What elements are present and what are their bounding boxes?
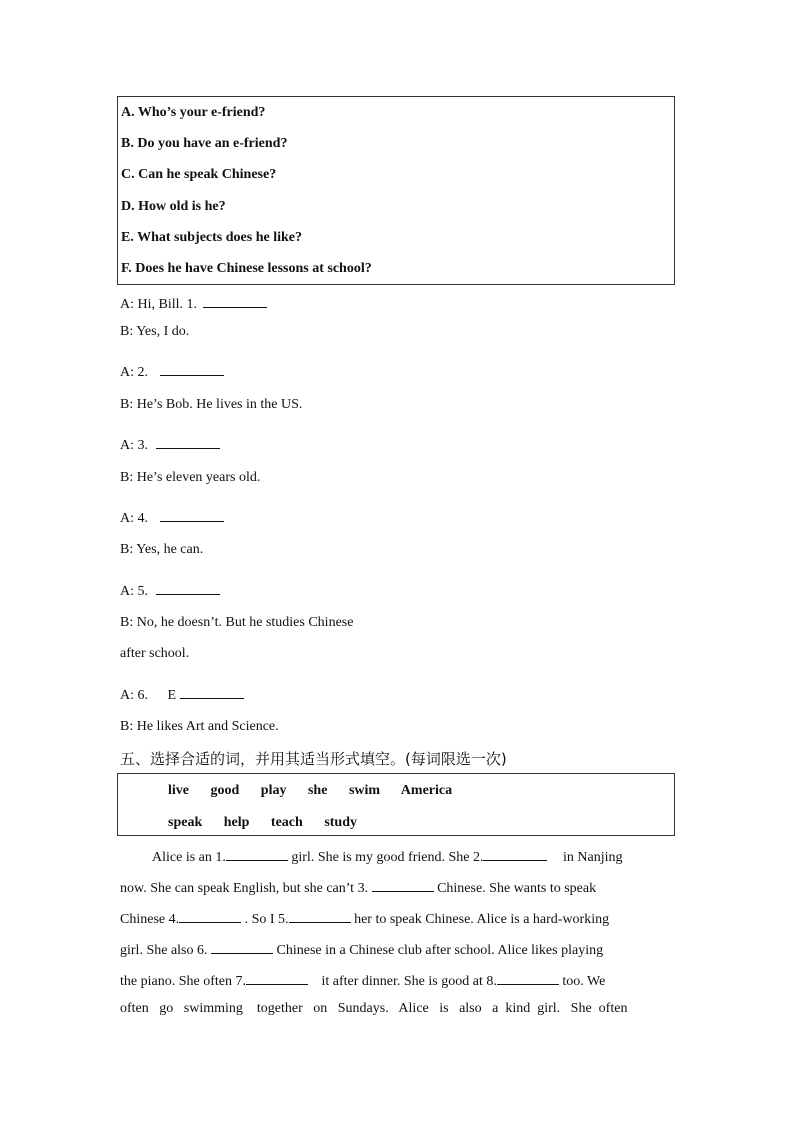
word-item: play xyxy=(260,783,287,798)
passage-text: her to speak Chinese. Alice is a hard-working xyxy=(354,912,610,927)
example-answer: E xyxy=(167,688,177,703)
word-bank-row-2 xyxy=(168,815,375,831)
dialogue-line-1 xyxy=(120,293,267,313)
passage-blank-8[interactable] xyxy=(497,970,559,985)
passage-blank-1[interactable] xyxy=(226,846,288,861)
word-item: swim xyxy=(348,783,381,798)
dialogue-line-12 xyxy=(120,684,244,704)
passage-blank-7[interactable] xyxy=(246,970,308,985)
passage-text: Chinese 4. xyxy=(120,912,180,927)
option-f: F. Does he have Chinese lessons at school? xyxy=(121,261,372,276)
dialogue-line-7 xyxy=(120,507,224,527)
answer-blank-6[interactable] xyxy=(180,684,244,699)
passage-blank-6[interactable] xyxy=(211,939,273,954)
dialogue-line-2: B: Yes, I do. xyxy=(120,324,190,339)
passage-text: Chinese in a Chinese club after school. Alice likes playing xyxy=(276,943,604,958)
passage-text: it after dinner. She is good at 8. xyxy=(321,974,497,989)
answer-blank-5[interactable] xyxy=(156,580,220,595)
passage-text: girl. She is my good friend. She 2. xyxy=(291,850,484,865)
option-c: C. Can he speak Chinese? xyxy=(121,167,277,182)
passage-text: in Nanjing xyxy=(562,850,623,865)
passage-text: Alice is an 1. xyxy=(152,850,226,865)
answer-blank-3[interactable] xyxy=(156,434,220,449)
dialogue-text: A: 5. xyxy=(120,584,148,599)
dialogue-line-5 xyxy=(120,434,220,454)
word-item: speak xyxy=(168,815,203,830)
passage-line-2 xyxy=(120,877,672,897)
word-item: live xyxy=(168,783,189,798)
option-d: D. How old is he? xyxy=(121,199,226,214)
passage-text: now. She can speak English, but she can’t 3. xyxy=(120,881,369,896)
option-b: B. Do you have an e-friend? xyxy=(121,136,288,151)
passage-blank-3[interactable] xyxy=(372,877,434,892)
passage-line-3 xyxy=(120,908,672,928)
dialogue-text: A: 3. xyxy=(120,438,148,453)
dialogue-line-9 xyxy=(120,580,220,600)
dialogue-line-10: B: No, he doesn’t. But he studies Chinese xyxy=(120,615,354,630)
passage-text: the piano. She often 7. xyxy=(120,974,246,989)
dialogue-line-4: B: He’s Bob. He lives in the US. xyxy=(120,397,303,412)
passage-blank-5[interactable] xyxy=(289,908,351,923)
word-item: she xyxy=(307,783,328,798)
dialogue-line-11: after school. xyxy=(120,646,190,661)
passage-line-5 xyxy=(120,970,672,990)
option-e: E. What subjects does he like? xyxy=(121,230,302,245)
answer-blank-2[interactable] xyxy=(160,361,224,376)
options-box xyxy=(117,96,675,285)
dialogue-line-3 xyxy=(120,361,224,381)
section-title: 五、选择合适的词，并用其适当形式填空。(每词限选一次) xyxy=(120,750,507,768)
passage-text: . So I 5. xyxy=(244,912,289,927)
dialogue-line-13: B: He likes Art and Science. xyxy=(120,719,279,734)
word-item: teach xyxy=(270,815,303,830)
word-bank-box xyxy=(117,773,675,836)
passage-line-4 xyxy=(120,939,672,959)
passage-line-6: often go swimming together on Sundays. Alice is also a kind girl. She often xyxy=(120,1001,628,1016)
dialogue-text: A: 2. xyxy=(120,365,148,380)
dialogue-text: A: Hi, Bill. 1. xyxy=(120,297,198,312)
passage-blank-2[interactable] xyxy=(483,846,547,861)
answer-blank-4[interactable] xyxy=(160,507,224,522)
passage-line-1 xyxy=(152,846,672,866)
dialogue-text: A: 4. xyxy=(120,511,148,526)
dialogue-text: A: 6. xyxy=(120,688,148,703)
option-a: A. Who’s your e-friend? xyxy=(121,105,266,120)
passage-blank-4[interactable] xyxy=(179,908,241,923)
word-item: help xyxy=(223,815,250,830)
passage-text: girl. She also 6. xyxy=(120,943,208,958)
dialogue-line-6: B: He’s eleven years old. xyxy=(120,470,261,485)
answer-blank-1[interactable] xyxy=(203,293,267,308)
word-item: study xyxy=(324,815,357,830)
word-bank-row-1 xyxy=(168,783,470,799)
word-item: good xyxy=(210,783,240,798)
word-item: America xyxy=(400,783,453,798)
passage-text: too. We xyxy=(562,974,606,989)
dialogue-line-8: B: Yes, he can. xyxy=(120,542,204,557)
passage-text: Chinese. She wants to speak xyxy=(437,881,597,896)
